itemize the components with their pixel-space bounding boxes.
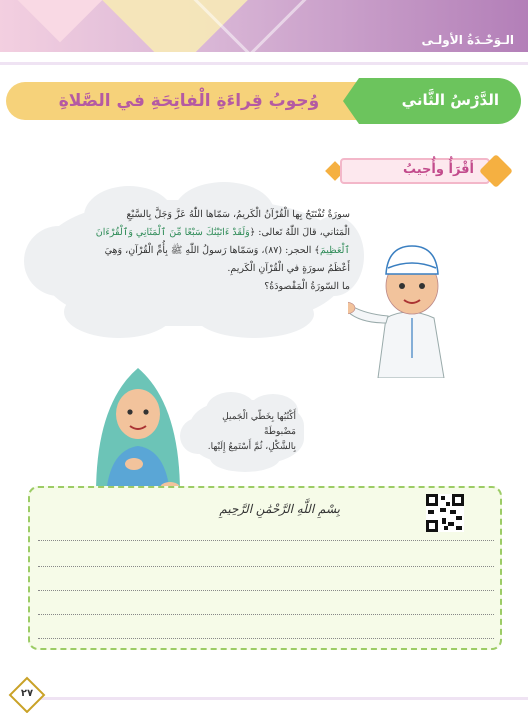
page-number: ٢٧ <box>20 688 34 699</box>
verse-text: وَلَقَدْ ءَاتَيْنَٰكَ سَبْعًا مِّنَ ٱلْمَثَانِي وَٱلْقُرْءَانَ <box>95 227 250 238</box>
writing-line <box>38 566 494 567</box>
decorative-shape <box>18 0 103 42</box>
footer-divider <box>40 697 528 700</box>
arrow-shape <box>343 78 359 124</box>
writing-line <box>38 614 494 615</box>
boy-illustration <box>348 228 468 378</box>
passage-segment: الْمَثاني، قالَ اللّٰهُ تَعالى: ﴿ <box>249 227 350 238</box>
question-text: ما السّورَةُ الْمَقْصودَةُ؟ <box>264 281 350 292</box>
passage-line <box>60 224 350 242</box>
verse-text: ٱلْعَظِيمَ <box>319 245 350 256</box>
writing-line <box>38 590 494 591</box>
read-answer-tag <box>318 156 508 186</box>
passage-line: سورَةٌ تُفْتَتَحُ بِها الْقُرْآنُ الْكَريمُ، سَمّاها اللّٰهُ عَزَّ وَجَلَّ بِالسَّبْعِ <box>126 209 350 220</box>
read-answer-label: أقْرَأُ وأُجيبُ <box>402 162 474 177</box>
speech-cloud <box>24 186 364 338</box>
basmala-heading: بِسْمِ اللَّهِ الرَّحْمَٰنِ الرَّحِيمِ <box>219 502 340 516</box>
qr-code-icon[interactable] <box>426 494 464 532</box>
writing-area[interactable] <box>28 486 502 650</box>
girl-illustration <box>92 364 184 494</box>
unit-header <box>0 0 528 52</box>
writing-line <box>38 638 494 639</box>
lesson-number-label: الدَّرْسُ الثَّاني <box>401 91 499 109</box>
instruction-text <box>198 410 296 455</box>
instruction-line: أَكْتُبُها بِخَطّي الْجَميلِ مَضْبوطَةً <box>222 412 296 437</box>
lesson-banner <box>6 78 521 124</box>
passage-segment: ﴾ الحجر: (٨٧)، وَسَمّاها رَسولُ اللّٰهِ ﷺ بِأُمِّ الْقُرْآنِ، وَهِيَ <box>104 245 320 256</box>
divider <box>0 62 528 65</box>
speech-cloud-small <box>186 392 308 472</box>
passage-line: أَعْظَمُ سورَةٍ في الْقُرْآنِ الْكَريمِ. <box>227 263 350 274</box>
instruction-line: بِالشَّكْلِ، ثُمَّ أَسْتَمِعُ إِلَيْها. <box>207 442 296 452</box>
writing-line <box>38 540 494 541</box>
lesson-number-badge <box>359 78 521 124</box>
lesson-title: وُجوبُ قِراءَةِ الْفاتِحَةِ في الصَّلاةِ <box>58 91 320 111</box>
passage-text <box>60 206 350 296</box>
unit-title: الـوَحْـدَةُ الأولـى <box>421 33 514 47</box>
passage-line <box>60 242 350 260</box>
